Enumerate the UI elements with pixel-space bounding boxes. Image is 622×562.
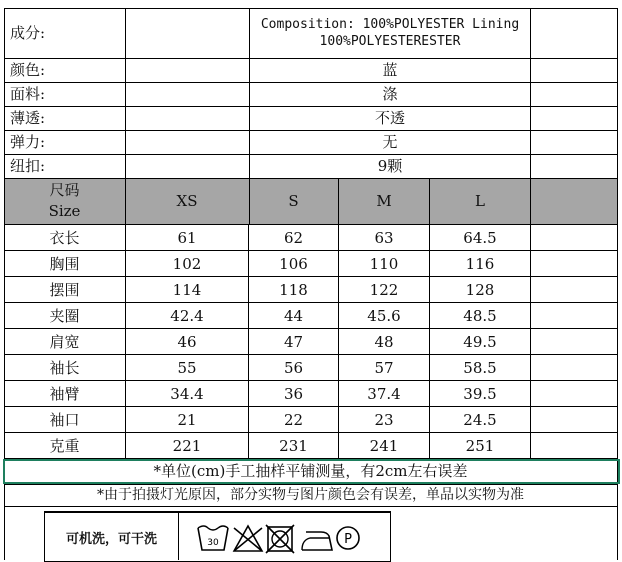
grid-line-v (125, 8, 126, 224)
grid-line-h (4, 250, 617, 251)
measure-value-cell: 46 (177, 332, 197, 351)
grid-line-h (4, 224, 617, 225)
grid-line-h (4, 58, 617, 59)
grid-line-h (4, 406, 617, 407)
grid-line-v (249, 8, 250, 224)
grid-line-h (4, 276, 617, 277)
stretch-value: 无 (382, 133, 398, 151)
grid-line-v (530, 8, 531, 224)
measure-value-cell: 116 (465, 254, 495, 273)
measure-value-cell: 114 (172, 280, 202, 299)
grid-line-v (530, 224, 531, 460)
measure-value-cell: 45.6 (367, 306, 401, 325)
grid-line-h (4, 82, 617, 83)
measure-note: *单位(cm)手工抽样平铺测量，有2cm左右误差 (153, 462, 468, 480)
grid-line-h (4, 154, 617, 155)
fabric-value: 涤 (382, 85, 398, 103)
stretch-label: 弹力: (10, 133, 46, 151)
measure-value-cell: 64.5 (463, 228, 497, 247)
sheerness-value: 不透 (374, 109, 405, 127)
measure-value-cell: 231 (279, 436, 308, 455)
measure-value-cell: 47 (283, 332, 304, 351)
measure-value-cell: 122 (369, 280, 399, 299)
measure-value-cell: 58.5 (463, 358, 497, 377)
size-header-l: L (475, 191, 485, 210)
size-header-label-en: Size (48, 202, 81, 220)
grid-line-h (4, 380, 617, 381)
grid-line-v (125, 224, 126, 460)
sheerness-label: 薄透: (10, 109, 46, 127)
measure-row-label: 肩宽 (49, 332, 80, 351)
care-divider (178, 513, 179, 560)
measure-value-cell: 118 (279, 280, 308, 299)
size-header-s: S (288, 191, 299, 210)
measure-value-cell: 34.4 (170, 384, 204, 403)
wash-temp-text: 30 (207, 538, 219, 548)
measure-row-label: 袖口 (49, 410, 80, 429)
measure-value-cell: 55 (177, 358, 197, 377)
care-text: 可机洗，可干洗 (65, 530, 157, 546)
color-value: 蓝 (382, 61, 398, 79)
measure-value-cell: 23 (374, 410, 394, 429)
size-header-label-cn: 尺码 (49, 181, 80, 199)
measure-value-cell: 128 (465, 280, 495, 299)
dry-clean-p-icon (337, 527, 359, 549)
grid-line-v (248, 224, 249, 460)
measure-value-cell: 42.4 (170, 306, 204, 325)
measure-value-cell: 21 (177, 410, 197, 429)
grid-line-h (4, 354, 617, 355)
measure-value-cell: 49.5 (463, 332, 497, 351)
grid-line-v (338, 178, 339, 460)
measure-row-label: 摆围 (49, 280, 80, 299)
measure-value-cell: 63 (374, 228, 394, 247)
measure-value-cell: 106 (279, 254, 308, 273)
measure-row-label: 克重 (49, 436, 80, 455)
wash-30-icon (198, 526, 228, 550)
measure-value-cell: 22 (283, 410, 304, 429)
grid-line-h (4, 106, 617, 107)
grid-line-h (4, 328, 617, 329)
measure-row-label: 胸围 (49, 254, 80, 273)
size-header-label (4, 178, 125, 224)
no-tumble-dry-icon (266, 525, 294, 553)
grid-line-h (4, 506, 617, 507)
size-header-m: M (376, 191, 392, 210)
grid-line-v (429, 178, 430, 460)
measure-row-label: 夹圈 (49, 306, 80, 325)
fabric-label: 面料: (10, 85, 46, 103)
measure-value-cell: 56 (283, 358, 304, 377)
measure-row-label: 衣长 (49, 228, 80, 247)
buttons-label: 纽扣: (10, 157, 46, 175)
measure-value-cell: 37.4 (367, 384, 401, 403)
measure-row-label: 袖臂 (49, 384, 80, 403)
color-note: *由于拍摄灯光原因，部分实物与图片颜色会有误差，单品以实物为准 (97, 486, 524, 503)
measure-value-cell: 48 (374, 332, 394, 351)
measure-row-label: 袖长 (49, 358, 80, 377)
measure-value-cell: 57 (374, 358, 394, 377)
care-icons (196, 520, 366, 556)
measure-value-cell: 221 (172, 436, 202, 455)
composition-label: 成分: (10, 23, 46, 42)
measure-value-cell: 39.5 (463, 384, 497, 403)
color-label: 颜色: (10, 61, 46, 79)
buttons-value: 9颗 (377, 157, 403, 175)
measure-value-cell: 241 (369, 436, 399, 455)
composition-value: Composition: 100%POLYESTER Lining 100%POLYESTERESTER (260, 17, 520, 49)
measure-value-cell: 44 (283, 306, 304, 325)
measure-value-cell: 24.5 (463, 410, 497, 429)
measure-value-cell: 61 (177, 228, 197, 247)
dry-clean-letter: P (344, 532, 352, 547)
measure-value-cell: 36 (283, 384, 304, 403)
size-header-xs: XS (176, 191, 198, 210)
measure-value-cell: 48.5 (463, 306, 497, 325)
grid-line-h (4, 302, 617, 303)
iron-low-icon (302, 532, 332, 550)
grid-line-h (4, 130, 617, 131)
measure-value-cell: 110 (369, 254, 399, 273)
no-bleach-icon (234, 526, 262, 551)
grid-line-h (4, 178, 617, 179)
measure-value-cell: 62 (283, 228, 304, 247)
measure-value-cell: 251 (465, 436, 495, 455)
grid-line-h (4, 432, 617, 433)
measure-value-cell: 102 (172, 254, 202, 273)
grid-line-h (4, 8, 617, 9)
